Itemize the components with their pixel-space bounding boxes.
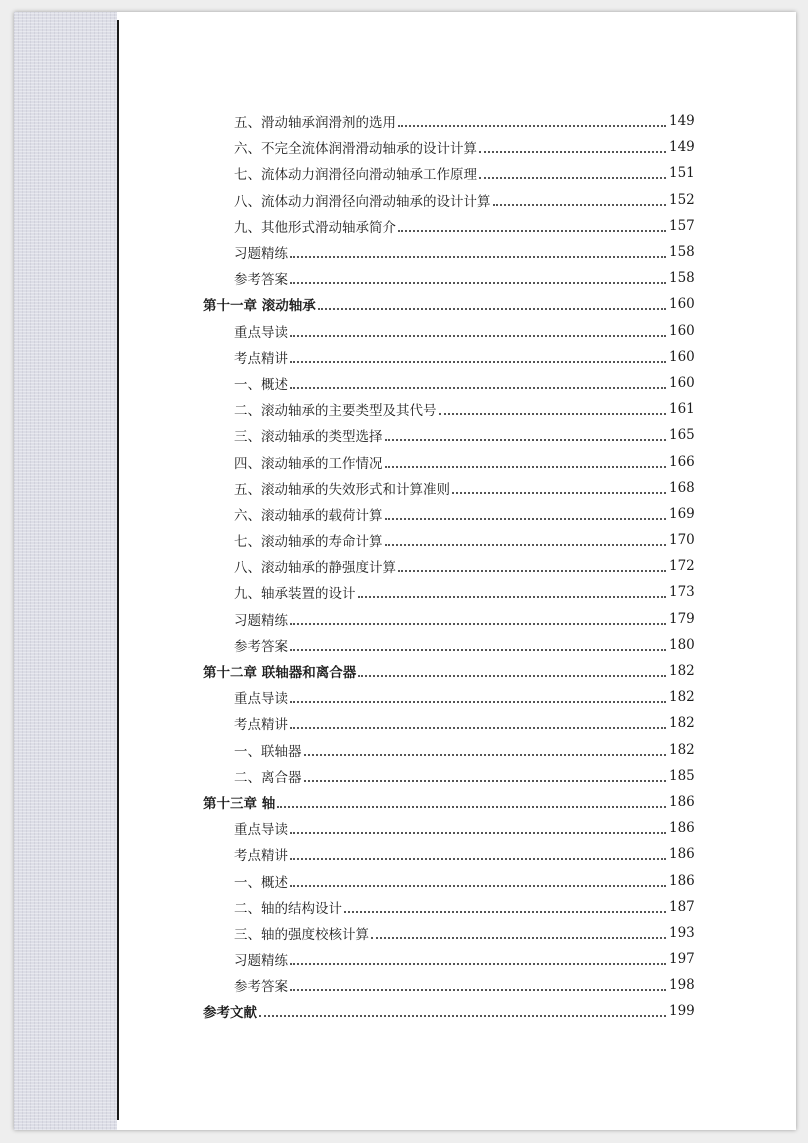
- toc-chapter-entry[interactable]: [14, 789, 796, 815]
- toc-entry-page-number: 160: [669, 348, 695, 365]
- dot-leader: [344, 909, 666, 913]
- toc-entry-page-number: 182: [669, 715, 695, 732]
- dot-leader: [479, 175, 666, 179]
- toc-section-entry[interactable]: [14, 606, 796, 632]
- dot-leader: [290, 621, 666, 625]
- toc-entry-title: 习题精练: [234, 953, 288, 970]
- toc-section-entry[interactable]: [14, 972, 796, 998]
- toc-entry-title: 七、滚动轴承的寿命计算: [234, 534, 383, 551]
- dot-leader: [290, 830, 666, 834]
- dot-leader: [385, 437, 667, 441]
- toc-section-entry[interactable]: [14, 370, 796, 396]
- toc-entry-page-number: 160: [669, 322, 695, 339]
- toc-entry-page-number: 199: [669, 1003, 695, 1020]
- dot-leader: [290, 385, 666, 389]
- dot-leader: [290, 333, 666, 337]
- toc-section-entry[interactable]: [14, 448, 796, 474]
- toc-section-entry[interactable]: [14, 213, 796, 239]
- dot-leader: [385, 542, 667, 546]
- toc-entry-title: 五、滑动轴承润滑剂的选用: [234, 115, 396, 132]
- toc-entry-title: 四、滚动轴承的工作情况: [234, 455, 383, 472]
- toc-section-entry[interactable]: [14, 710, 796, 736]
- dot-leader: [385, 516, 667, 520]
- toc-entry-title: 九、其他形式滑动轴承简介: [234, 219, 396, 236]
- dot-leader: [452, 490, 666, 494]
- toc-entry-title: 九、轴承装置的设计: [234, 586, 356, 603]
- dot-leader: [290, 280, 666, 284]
- toc-entry-page-number: 166: [669, 453, 695, 470]
- toc-entry-title: 二、滚动轴承的主要类型及其代号: [234, 403, 437, 420]
- toc-entry-title: 习题精练: [234, 612, 288, 629]
- toc-entry-page-number: 157: [669, 217, 695, 234]
- toc-entry-title: 六、不完全流体润滑滑动轴承的设计计算: [234, 141, 477, 158]
- toc-entry-title: 三、滚动轴承的类型选择: [234, 429, 383, 446]
- toc-section-entry[interactable]: [14, 134, 796, 160]
- toc-section-entry[interactable]: [14, 475, 796, 501]
- toc-section-entry[interactable]: [14, 187, 796, 213]
- dot-leader: [371, 935, 666, 939]
- dot-leader: [304, 778, 667, 782]
- dot-leader: [290, 883, 666, 887]
- dot-leader: [493, 202, 667, 206]
- toc-entry-title: 二、轴的结构设计: [234, 900, 342, 917]
- toc-entry-page-number: 182: [669, 741, 695, 758]
- toc-entry-page-number: 193: [669, 924, 695, 941]
- toc-entry-title: 参考答案: [234, 272, 288, 289]
- toc-entry-page-number: 180: [669, 636, 695, 653]
- toc-section-entry[interactable]: [14, 579, 796, 605]
- dot-leader: [277, 804, 666, 808]
- toc-section-entry[interactable]: [14, 527, 796, 553]
- toc-section-entry[interactable]: [14, 501, 796, 527]
- toc-entry-title: 参考答案: [234, 638, 288, 655]
- toc-entry-page-number: 186: [669, 872, 695, 889]
- toc-entry-page-number: 161: [669, 401, 695, 418]
- toc-entry-title: 重点导读: [234, 691, 288, 708]
- toc-entry-page-number: 182: [669, 663, 695, 680]
- dot-leader: [304, 752, 667, 756]
- toc-entry-title: 第十三章 轴: [203, 795, 276, 812]
- dot-leader: [385, 464, 667, 468]
- toc-entry-title: 二、离合器: [234, 769, 302, 786]
- dot-leader: [290, 699, 666, 703]
- toc-entry-page-number: 186: [669, 846, 695, 863]
- toc-entry-page-number: 170: [669, 532, 695, 549]
- dot-leader: [290, 725, 666, 729]
- toc-entry-title: 一、概述: [234, 874, 288, 891]
- dot-leader: [439, 411, 667, 415]
- dot-leader: [398, 228, 666, 232]
- toc-chapter-entry[interactable]: [14, 291, 796, 317]
- dot-leader: [318, 306, 666, 310]
- toc-entry-page-number: 168: [669, 479, 695, 496]
- toc-entry-title: 七、流体动力润滑径向滑动轴承工作原理: [234, 167, 477, 184]
- toc-entry-title: 考点精讲: [234, 717, 288, 734]
- toc-entry-title: 考点精讲: [234, 848, 288, 865]
- toc-entry-page-number: 182: [669, 689, 695, 706]
- toc-entry-page-number: 172: [669, 558, 695, 575]
- toc-entry-page-number: 152: [669, 191, 695, 208]
- toc-entry-title: 重点导读: [234, 822, 288, 839]
- toc-section-entry[interactable]: [14, 815, 796, 841]
- toc-entry-title: 五、滚动轴承的失效形式和计算准则: [234, 481, 450, 498]
- toc-entry-title: 六、滚动轴承的载荷计算: [234, 507, 383, 524]
- toc-section-entry[interactable]: [14, 108, 796, 134]
- dot-leader: [290, 359, 666, 363]
- toc-section-entry[interactable]: [14, 632, 796, 658]
- toc-entry-page-number: 185: [669, 767, 695, 784]
- toc-entry-title: 八、流体动力润滑径向滑动轴承的设计计算: [234, 193, 491, 210]
- dot-leader: [290, 647, 666, 651]
- toc-entry-page-number: 149: [669, 113, 695, 130]
- toc-chapter-entry[interactable]: [14, 658, 796, 684]
- toc-entry-title: 重点导读: [234, 324, 288, 341]
- dot-leader: [290, 856, 666, 860]
- toc-section-entry[interactable]: [14, 920, 796, 946]
- toc-entry-title: 第十一章 滚动轴承: [203, 298, 316, 315]
- dot-leader: [479, 149, 666, 153]
- toc-entry-page-number: 198: [669, 977, 695, 994]
- toc-section-entry[interactable]: [14, 946, 796, 972]
- toc-section-entry[interactable]: [14, 318, 796, 344]
- toc-entry-page-number: 160: [669, 296, 695, 313]
- toc-section-entry[interactable]: [14, 894, 796, 920]
- toc-entry-page-number: 158: [669, 244, 695, 261]
- dot-leader: [290, 987, 666, 991]
- toc-entry-page-number: 187: [669, 898, 695, 915]
- toc-entry-page-number: 186: [669, 820, 695, 837]
- toc-chapter-entry[interactable]: [14, 998, 796, 1024]
- dot-leader: [398, 568, 666, 572]
- toc-section-entry[interactable]: [14, 763, 796, 789]
- dot-leader: [358, 673, 666, 677]
- toc-entry-page-number: 173: [669, 584, 695, 601]
- toc-entry-page-number: 160: [669, 374, 695, 391]
- toc-entry-title: 参考答案: [234, 979, 288, 996]
- toc-section-entry[interactable]: [14, 396, 796, 422]
- toc-section-entry[interactable]: [14, 422, 796, 448]
- toc-entry-page-number: 151: [669, 165, 695, 182]
- toc-section-entry[interactable]: [14, 265, 796, 291]
- toc-entry-title: 第十二章 联轴器和离合器: [203, 665, 357, 682]
- dot-leader: [290, 961, 666, 965]
- toc-entry-page-number: 165: [669, 427, 695, 444]
- toc-entry-title: 一、联轴器: [234, 743, 302, 760]
- toc-section-entry[interactable]: [14, 841, 796, 867]
- toc-section-entry[interactable]: [14, 737, 796, 763]
- toc-section-entry[interactable]: [14, 239, 796, 265]
- toc-entry-page-number: 186: [669, 793, 695, 810]
- toc-entry-page-number: 179: [669, 610, 695, 627]
- toc-entry-page-number: 169: [669, 505, 695, 522]
- toc-entry-page-number: 158: [669, 270, 695, 287]
- dot-leader: [398, 123, 666, 127]
- dot-leader: [259, 1013, 666, 1017]
- dot-leader: [358, 594, 667, 598]
- toc-entry-title: 八、滚动轴承的静强度计算: [234, 560, 396, 577]
- toc-entry-title: 参考文献: [203, 1005, 257, 1022]
- toc-section-entry[interactable]: [14, 344, 796, 370]
- toc-section-entry[interactable]: [14, 684, 796, 710]
- toc-entry-title: 一、概述: [234, 376, 288, 393]
- toc-entry-title: 三、轴的强度校核计算: [234, 926, 369, 943]
- dot-leader: [290, 254, 666, 258]
- toc-entry-title: 习题精练: [234, 246, 288, 263]
- toc-section-entry[interactable]: [14, 867, 796, 893]
- toc-entry-title: 考点精讲: [234, 350, 288, 367]
- toc-entry-page-number: 197: [669, 951, 695, 968]
- toc-entry-page-number: 149: [669, 139, 695, 156]
- document-page: [14, 12, 796, 1130]
- toc-section-entry[interactable]: [14, 160, 796, 186]
- toc-section-entry[interactable]: [14, 553, 796, 579]
- table-of-contents: [14, 108, 796, 1025]
